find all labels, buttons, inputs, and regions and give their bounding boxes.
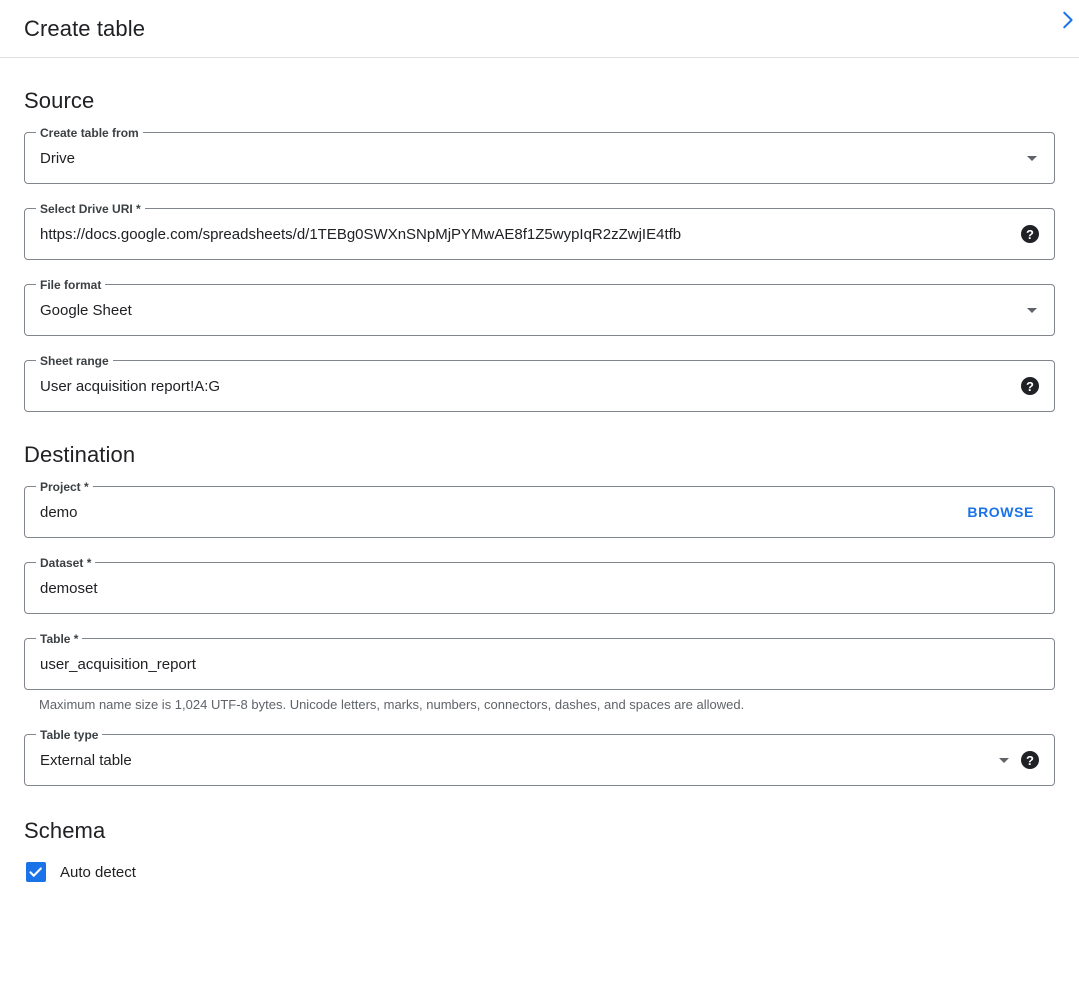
chevron-down-icon[interactable] (992, 748, 1016, 772)
create-table-from-label: Create table from (36, 125, 143, 141)
drive-uri-input[interactable] (24, 202, 1055, 260)
dataset-value: demoset (40, 579, 98, 597)
auto-detect-row[interactable] (24, 862, 1055, 882)
help-icon[interactable] (1020, 750, 1040, 770)
chevron-down-icon[interactable] (1020, 298, 1044, 322)
dataset-label: Dataset * (36, 555, 95, 571)
project-value: demo (40, 503, 78, 521)
create-table-from-value: Drive (40, 149, 76, 167)
project-input[interactable] (24, 480, 1055, 538)
svg-text:?: ? (1026, 752, 1034, 768)
file-format-select[interactable] (24, 278, 1055, 336)
help-icon[interactable] (1020, 224, 1040, 244)
section-title-schema: Schema (24, 818, 106, 843)
table-type-value: External table (40, 751, 132, 769)
table-name-value: user_acquisition_report (40, 655, 196, 673)
chevron-down-icon[interactable] (1020, 146, 1044, 170)
drive-uri-value: https://docs.google.com/spreadsheets/d/1TEBg0SWXnSNpMjPYMwAE8f1Z5wypIqR2zZwjIE4tfb (40, 225, 682, 243)
file-format-label: File format (36, 277, 105, 293)
drive-uri-label: Select Drive URI * (36, 201, 145, 217)
sheet-range-value: User acquisition report!A:G (40, 377, 221, 395)
help-icon[interactable] (1020, 376, 1040, 396)
dialog-body (0, 88, 1079, 882)
create-table-from-select[interactable] (24, 126, 1055, 184)
svg-text:?: ? (1026, 378, 1034, 394)
file-format-value: Google Sheet (40, 301, 132, 319)
dataset-input[interactable] (24, 556, 1055, 614)
section-title-destination: Destination (24, 442, 136, 467)
page-title: Create table (24, 15, 146, 41)
chevron-right-icon[interactable] (1055, 8, 1079, 32)
auto-detect-checkbox[interactable] (26, 862, 46, 882)
sheet-range-label: Sheet range (36, 353, 113, 369)
section-title-source: Source (24, 88, 95, 113)
browse-button[interactable]: BROWSE (961, 498, 1040, 526)
table-name-label: Table * (36, 631, 82, 647)
table-type-select[interactable] (24, 728, 1055, 786)
table-name-input[interactable] (24, 632, 1055, 690)
auto-detect-label: Auto detect (60, 863, 136, 881)
table-name-hint: Maximum name size is 1,024 UTF-8 bytes. Unicode letters, marks, numbers, connectors, dashes, and spaces are allowed. (39, 697, 745, 712)
table-type-label: Table type (36, 727, 102, 743)
project-label: Project * (36, 479, 93, 495)
svg-text:?: ? (1026, 226, 1034, 242)
dialog-header (0, 0, 1079, 58)
sheet-range-input[interactable] (24, 354, 1055, 412)
